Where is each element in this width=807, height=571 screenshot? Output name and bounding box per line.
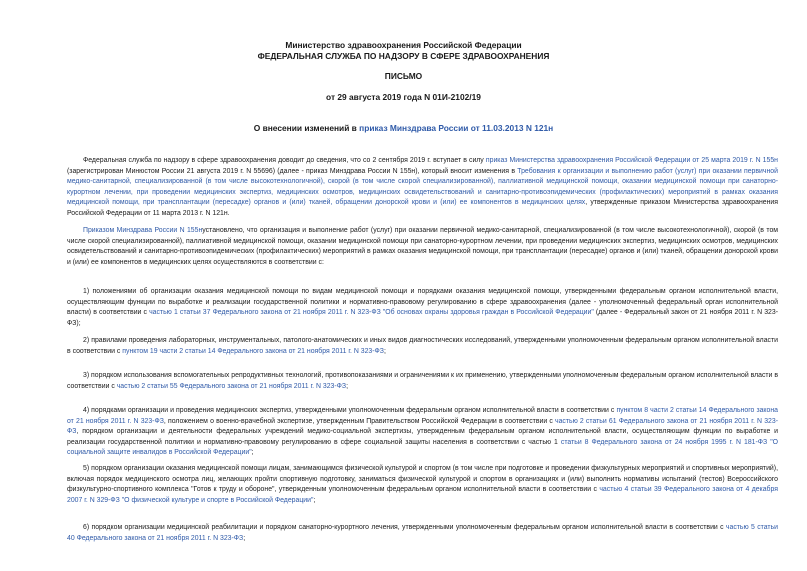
paragraph-0-link-3[interactable]: Требования к организации и выполнению работ (услуг) при оказании первичной медико-санитарной, специализированной (в том числе высокотехнологичной), скорой (в том числе скорой специализированной), паллиативной медицинской помощи, оказании медицинской помощи при санаторно-курортном лечении, при проведении медицинских экспертиз, медицинских осмотров, медицинских освидетельствований и санитарно-противоэпидемических (профилактических) мероприятий в рамках оказания медицинской помощи, при трансплантации (пересадке) органов и (или) тканей, обращении донорской крови и (или) ее компонентов в медицинских целях (67, 167, 778, 207)
paragraph-0-text-2: (зарегистрирован Минюстом России 21 августа 2019 г. N 55696) (далее - приказ Минздрава России N 155н), который вносит изменения в (67, 167, 518, 175)
subject-order-link[interactable]: приказ Минздрава России от 11.03.2013 N 121н (359, 123, 554, 133)
paragraph-7-text-0: 6) порядком организации медицинской реабилитации и порядком санаторно-курортного лечения, утвержденными уполномоченным федеральным органом исполнительной власти в соответствии с (83, 524, 726, 531)
date-number: от 29 августа 2019 года N 01И-2102/19 (326, 92, 481, 102)
paragraph-2-text-0: 1) положениями об организации оказания медицинской помощи по видам медицинской помощи и порядками оказания медицинской помощи, утвержденными федеральным органом исполнительной власти, осуществляющим функции по выработке и реализации государственной политики и нормативно-правовому регулированию в сфере здравоохранения (далее - уполномоченный федеральный орган исполнительной власти) в соответствии с (67, 288, 778, 317)
service-name: ФЕДЕРАЛЬНАЯ СЛУЖБА ПО НАДЗОРУ В СФЕРЕ ЗДРАВООХРАНЕНИЯ (257, 51, 550, 61)
paragraph-5-link-5[interactable]: статьи 8 Федерального закона от 24 ноября 1995 г. N 181-ФЗ "О социальной защите инвалидов в Российской Федерации" (67, 438, 778, 457)
paragraph-1 (67, 226, 778, 268)
paragraph-3-link-1[interactable]: пунктом 19 части 2 статьи 14 Федерального закона от 21 ноября 2011 г. N 323-ФЗ (122, 347, 384, 355)
paragraph-5-link-3[interactable]: частью 2 статьи 61 Федерального закона от 21 ноября 2011 г. N 323-ФЗ (67, 417, 778, 436)
paragraph-1-link-0[interactable]: Приказом Минздрава России N 155н (83, 227, 203, 234)
paragraph-0-link-1[interactable]: приказ Министерства здравоохранения Российской Федерации от 25 марта 2019 г. N 155н (485, 157, 778, 164)
paragraph-2-link-1[interactable]: частью 1 статьи 37 Федерального закона от 21 ноября 2011 г. N 323-ФЗ "Об основах охраны здоровья граждан в Российской Федерации" (149, 309, 594, 317)
paragraph-0-text-4: , утвержденные приказом Министерства здравоохранения Российской Федерации от 11 марта 2013 г. N 121н. (67, 199, 778, 217)
doc-type: ПИСЬМО (384, 71, 423, 81)
paragraph-6-link-1[interactable]: частью 4 статьи 39 Федерального закона от 4 декабря 2007 г. N 329-ФЗ "О физической культуре и спорте в Российской Федерации" (67, 486, 778, 504)
paragraph-5-text-6: ; (251, 449, 254, 457)
paragraph-4-link-1[interactable]: частью 2 статьи 55 Федерального закона от 21 ноября 2011 г. N 323-ФЗ (116, 382, 347, 390)
paragraph-4-text-2: ; (346, 382, 348, 390)
paragraph-1-text-1: установлено, что организация и выполнение работ (услуг) при оказании первичной медико-санитарной, специализированной (в том числе высокотехнологичной), скорой (в том числе скорой специализированной), паллиативной медицинской помощи, оказании медицинской помощи при санаторно-курортном лечении, при проведении медицинских экспертиз, медицинских осмотров, медицинских освидетельствований и санитарно-противоэпидемических (профилактических) мероприятий в рамках оказания медицинской помощи, при трансплантации (пересадке) органов и (или) тканей, обращении донорской крови и (или) ее компонентов в медицинских целях осуществляются в соответствии с: (67, 227, 779, 266)
paragraph-3-text-2: ; (383, 347, 386, 355)
paragraph-7-link-1[interactable]: частью 5 статьи 40 Федерального закона от 21 ноября 2011 г. N 323-ФЗ (67, 524, 778, 542)
paragraph-7-text-2: ; (243, 534, 246, 542)
paragraph-3-text-0: 2) правилами проведения лабораторных, инструментальных, патолого-анатомических и иных видов диагностических исследований, утвержденными уполномоченным федеральным органом исполнительной власти в соответствии с (67, 337, 778, 355)
document-subject (0, 123, 807, 134)
paragraph-6 (67, 464, 778, 506)
paragraph-5-text-2: , положением о военно-врачебной экспертизе, утвержденным Правительством Российской Федерации в соответствии с (163, 417, 555, 425)
paragraph-7 (67, 523, 778, 544)
paragraph-3 (67, 336, 778, 357)
subject-prefix: О внесении изменений в (253, 123, 360, 133)
paragraph-2-text-2: (далее - Федеральный закон от 21 ноября 2011 г. N 323-ФЗ); (67, 309, 778, 327)
paragraph-2 (67, 287, 778, 329)
paragraph-5 (67, 406, 778, 459)
paragraph-5-text-4: , порядком организации и деятельности федеральных учреждений медико-социальной экспертизы, утвержденным федеральным органом исполнительной власти, осуществляющим функции по выработке и реализации государственной политики и нормативно-правовому регулированию в сфере социальной защиты населения в соответствии с частью 1 (67, 428, 778, 446)
paragraph-0 (67, 156, 778, 220)
ministry-name: Министерство здравоохранения Российской Федерации (285, 40, 522, 50)
paragraph-6-text-0: 5) порядком организации оказания медицинской помощи лицам, занимающимся физической культурой и спортом (в том числе при подготовке и проведении физкультурных мероприятий и спортивных мероприятий), включая порядок медицинского осмотра лиц, желающих пройти спортивную подготовку, заниматься физической культурой и спортом в организациях и (или) выполнить нормативы испытаний (тестов) Всероссийского физкультурно-спортивного комплекса "Готов к труду и обороне", утвержденным уполномоченным федеральным органом исполнительной власти в соответствии с (67, 465, 778, 494)
paragraph-5-link-1[interactable]: пунктом 8 части 2 статьи 14 Федерального закона от 21 ноября 2011 г. N 323-ФЗ (67, 407, 778, 425)
paragraph-4 (67, 371, 778, 392)
paragraph-4-text-0: 3) порядком использования вспомогательных репродуктивных технологий, противопоказаниями и ограничениями к их применению, утвержденными уполномоченным федеральным органом исполнительной власти в соответствии с (67, 372, 778, 390)
paragraph-0-text-0: Федеральная служба по надзору в сфере здравоохранения доводит до сведения, что со 2 сентября 2019 г. вступает в силу (83, 157, 486, 164)
paragraph-5-text-0: 4) порядками организации и проведения медицинских экспертиз, утвержденными уполномоченным федеральным органом исполнительной власти в соответствии с (83, 407, 617, 414)
paragraph-6-text-2: ; (313, 496, 316, 504)
